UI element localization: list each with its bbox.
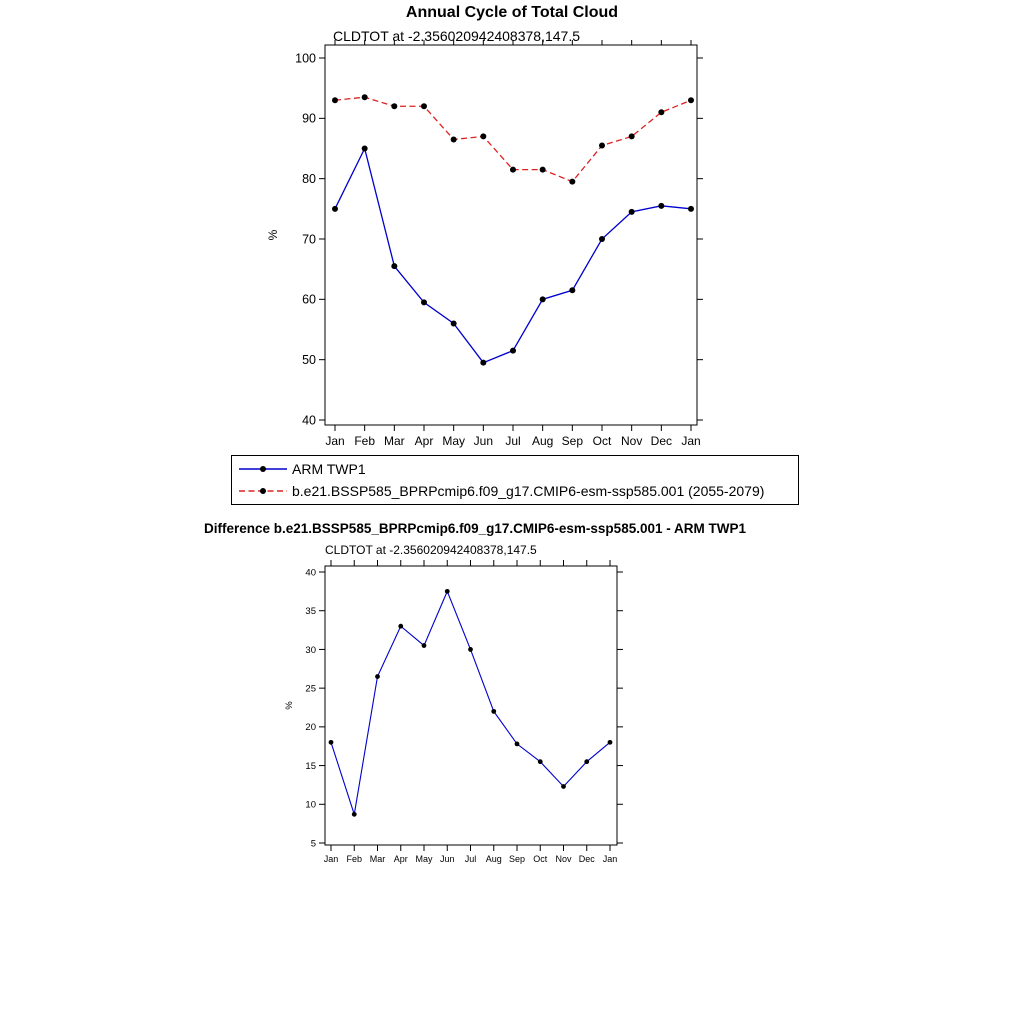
svg-text:40: 40: [302, 413, 316, 428]
svg-text:Jan: Jan: [681, 434, 701, 448]
svg-text:Aug: Aug: [485, 854, 502, 864]
svg-text:70: 70: [302, 232, 316, 247]
svg-text:Jan: Jan: [325, 434, 345, 448]
svg-text:Nov: Nov: [555, 854, 572, 864]
svg-text:90: 90: [302, 111, 316, 126]
svg-text:20: 20: [305, 722, 316, 734]
svg-text:Jun: Jun: [473, 434, 494, 448]
svg-text:Nov: Nov: [620, 434, 643, 448]
annual-cycle-chart: [250, 40, 720, 465]
series-0: [329, 589, 613, 817]
annual-cycle-subtitle: CLDTOT at -2.356020942408378,147.5: [333, 28, 581, 44]
svg-text:Dec: Dec: [650, 434, 673, 448]
svg-text:Feb: Feb: [354, 434, 376, 448]
svg-text:Mar: Mar: [369, 854, 386, 864]
series-0: [332, 146, 694, 366]
svg-text:May: May: [415, 854, 433, 864]
svg-text:Sep: Sep: [508, 854, 526, 864]
legend-item: [238, 480, 798, 502]
svg-text:10: 10: [305, 799, 316, 811]
series-1: [332, 94, 694, 184]
axes: [319, 560, 623, 851]
svg-text:Jan: Jan: [323, 854, 339, 864]
legend-line-sample-obs: [238, 463, 288, 475]
svg-text:5: 5: [310, 838, 316, 850]
svg-text:%: %: [266, 229, 280, 241]
svg-text:25: 25: [305, 683, 316, 695]
svg-text:%: %: [284, 701, 295, 710]
svg-text:35: 35: [305, 606, 316, 618]
legend-label-model: b.e21.BSSP585_BPRPcmip6.f09_g17.CMIP6-esm-ssp585.001 (2055-2079): [292, 483, 765, 499]
legend-label-obs: ARM TWP1: [292, 461, 366, 477]
svg-text:Apr: Apr: [414, 434, 434, 448]
axes: [319, 40, 703, 431]
svg-text:Feb: Feb: [346, 854, 363, 864]
difference-chart: [260, 558, 680, 878]
difference-subtitle: CLDTOT at -2.356020942408378,147.5: [325, 543, 537, 557]
legend-item: [238, 458, 798, 480]
svg-text:Jan: Jan: [602, 854, 618, 864]
svg-text:Jul: Jul: [464, 854, 477, 864]
svg-text:Dec: Dec: [578, 854, 595, 864]
svg-text:Aug: Aug: [531, 434, 554, 448]
svg-text:50: 50: [302, 353, 316, 368]
svg-text:80: 80: [302, 172, 316, 187]
axis-labels: [266, 51, 701, 448]
svg-text:Mar: Mar: [383, 434, 405, 448]
svg-text:60: 60: [302, 292, 316, 307]
svg-text:Jul: Jul: [505, 434, 521, 448]
difference-title: Difference b.e21.BSSP585_BPRPcmip6.f09_g17.CMIP6-esm-ssp585.001 - ARM TWP1: [204, 521, 746, 536]
svg-text:Apr: Apr: [393, 854, 408, 864]
svg-text:Jun: Jun: [439, 854, 455, 864]
svg-text:40: 40: [305, 567, 316, 579]
svg-text:15: 15: [305, 760, 316, 772]
legend: [231, 455, 799, 505]
svg-text:Oct: Oct: [533, 854, 548, 864]
svg-text:Oct: Oct: [592, 434, 612, 448]
legend-line-sample-model: [238, 485, 288, 497]
svg-text:Sep: Sep: [561, 434, 584, 448]
axis-labels: [284, 567, 617, 864]
svg-text:May: May: [442, 434, 466, 448]
annual-cycle-title: Annual Cycle of Total Cloud: [405, 4, 619, 21]
svg-text:30: 30: [305, 644, 316, 656]
svg-text:100: 100: [295, 51, 316, 66]
